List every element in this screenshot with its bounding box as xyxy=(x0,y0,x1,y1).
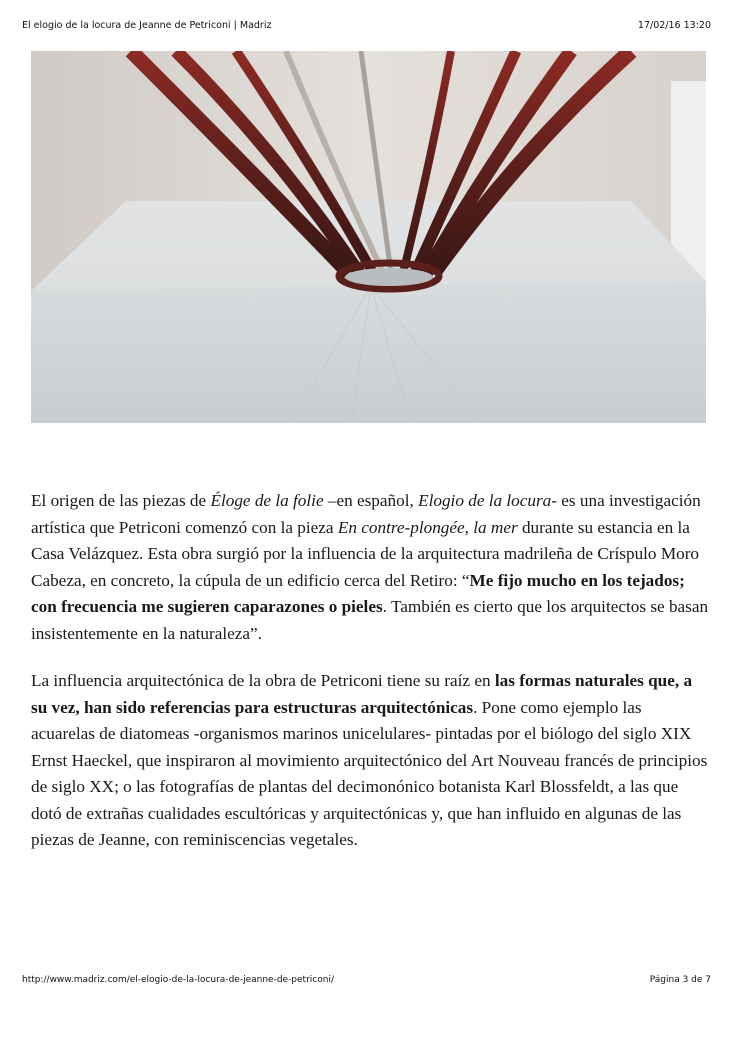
article-paragraph xyxy=(31,488,709,647)
page-number: Página 3 de 7 xyxy=(649,975,711,985)
text-run: - es una investigación artística que Petriconi comenzó con la pieza xyxy=(31,491,701,537)
article-paragraph xyxy=(31,668,709,854)
text-run: La influencia arquitectónica de la obra de Petriconi tiene su raíz en xyxy=(31,671,495,690)
bold-quote: Me fijo mucho en los tejados; con frecuencia me sugieren caparazones o pieles xyxy=(31,570,685,616)
bold-quote: las formas naturales que, a su vez, han sido referencias para estructuras arquitectónicas xyxy=(31,671,693,717)
page-url: http://www.madriz.com/el-elogio-de-la-locura-de-jeanne-de-petriconi/ xyxy=(22,975,334,985)
italic-title: En contre-plongée, la mer xyxy=(337,517,518,537)
text-run: –en español, xyxy=(323,491,419,510)
article-body xyxy=(31,488,709,854)
sculpture-photo xyxy=(31,51,706,423)
page-title: El elogio de la locura de Jeanne de Petriconi | Madriz xyxy=(22,20,272,31)
text-run: . Pone como ejemplo las acuarelas de diatomeas -organismos marinos unicelulares- pintadas por el biólogo del siglo XIX Ernst Haeckel, que inspiraron al movimiento arquitectónico del Art Nouveau francés de principios de siglo XX; o las fotografías de plantas del decimonónico botanista Karl Blossfeldt, a las que dotó de extrañas cualidades escultóricas y arquitectónicas y, que han influido en algunas de las piezas de Jeanne, con reminiscencias vegetales. xyxy=(31,697,708,849)
print-header xyxy=(22,20,711,34)
text-run: . También es cierto que los arquitectos se basan insistentemente en la naturaleza”. xyxy=(31,597,709,643)
italic-title: Éloge de la folie xyxy=(210,491,324,510)
print-footer xyxy=(22,975,711,989)
text-run: durante su estancia en la Casa Velázquez. Esta obra surgió por la influencia de la arquitectura madrileña de Críspulo Moro Cabeza, en concreto, la cúpula de un edificio cerca del Retiro: “ xyxy=(31,517,700,590)
italic-title: Elogio de la locura xyxy=(418,491,552,510)
print-datetime: 17/02/16 13:20 xyxy=(637,20,711,31)
text-run: El origen de las piezas de xyxy=(31,491,211,510)
